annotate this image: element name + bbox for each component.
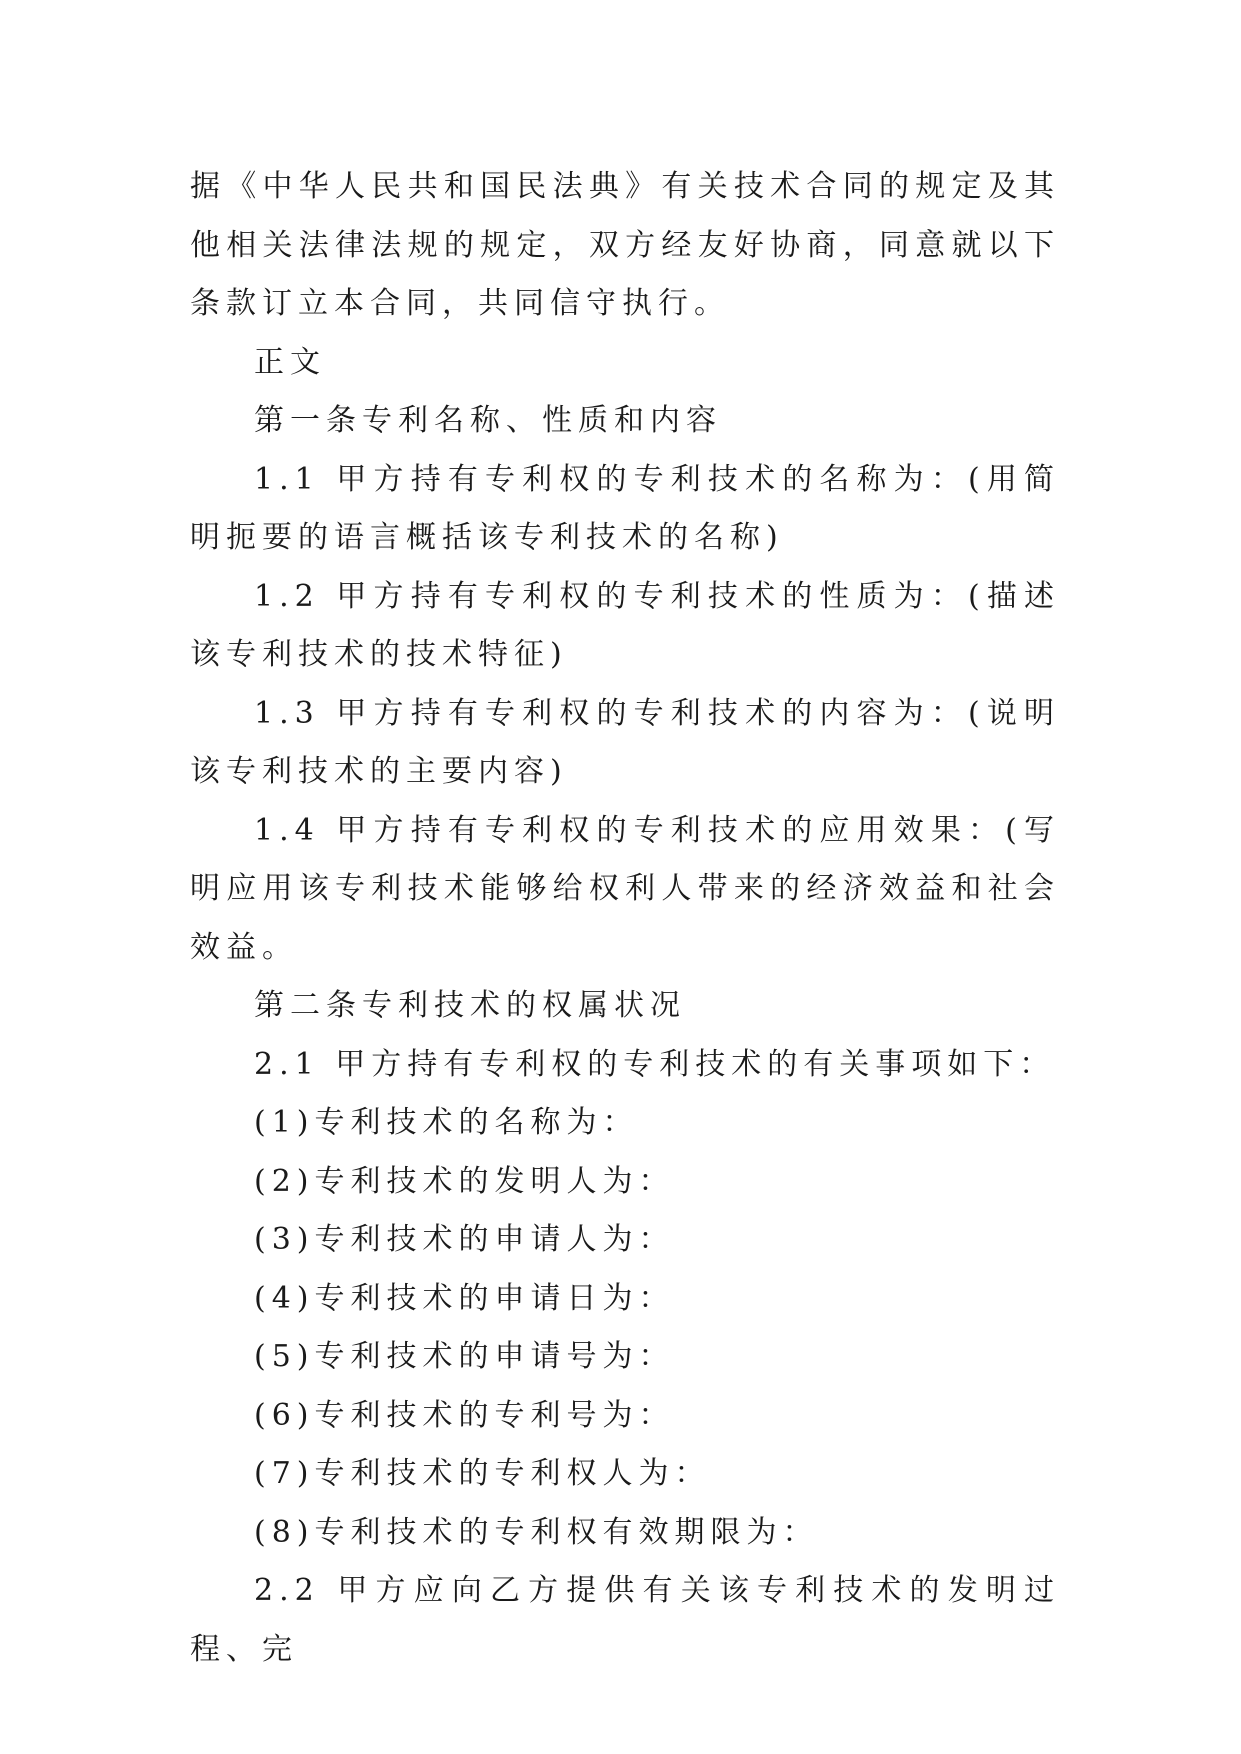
list-item-application-date: (4)专利技术的申请日为：	[254, 1280, 675, 1316]
clause-2-2: 2.2 甲方应向乙方提供有关该专利技术的发明过程、完	[190, 1573, 1060, 1667]
clause-1-2: 1.2 甲方持有专利权的专利技术的性质为：(描述该专利技术的技术特征)	[190, 578, 1060, 672]
heading-main-text: 正文	[254, 344, 326, 380]
clause-1-1: 1.1 甲方持有专利权的专利技术的名称为：(用简明扼要的语言概括该专利技术的名称)	[190, 461, 1060, 555]
list-item-application-number: (5)专利技术的申请号为：	[254, 1339, 675, 1374]
list-item-inventor: (2)专利技术的发明人为：	[254, 1163, 675, 1199]
clause-1-3: 1.3 甲方持有专利权的专利技术的内容为：(说明该专利技术的主要内容)	[190, 695, 1060, 789]
list-item-validity-period: (8)专利技术的专利权有效期限为：	[254, 1514, 819, 1550]
heading-article-2: 第二条专利技术的权属状况	[254, 988, 686, 1023]
list-item-patentee: (7)专利技术的专利权人为：	[254, 1456, 711, 1491]
document-body	[190, 158, 1060, 1679]
clause-1-4: 1.4 甲方持有专利权的专利技术的应用效果：(写明应用该专利技术能够给权利人带来的经济效益和社会效益。	[190, 812, 1060, 965]
heading-article-1: 第一条专利名称、性质和内容	[254, 403, 722, 438]
list-item-applicant: (3)专利技术的申请人为：	[254, 1222, 675, 1257]
clause-2-1: 2.1 甲方持有专利权的专利技术的有关事项如下：	[254, 1046, 1056, 1082]
list-item-patent-number: (6)专利技术的专利号为：	[254, 1397, 675, 1433]
list-item-patent-name: (1)专利技术的名称为：	[254, 1105, 639, 1140]
paragraph-preamble: 据《中华人民共和国民法典》有关技术合同的规定及其他相关法律法规的规定，双方经友好协商，同意就以下条款订立本合同，共同信守执行。	[190, 169, 1060, 321]
